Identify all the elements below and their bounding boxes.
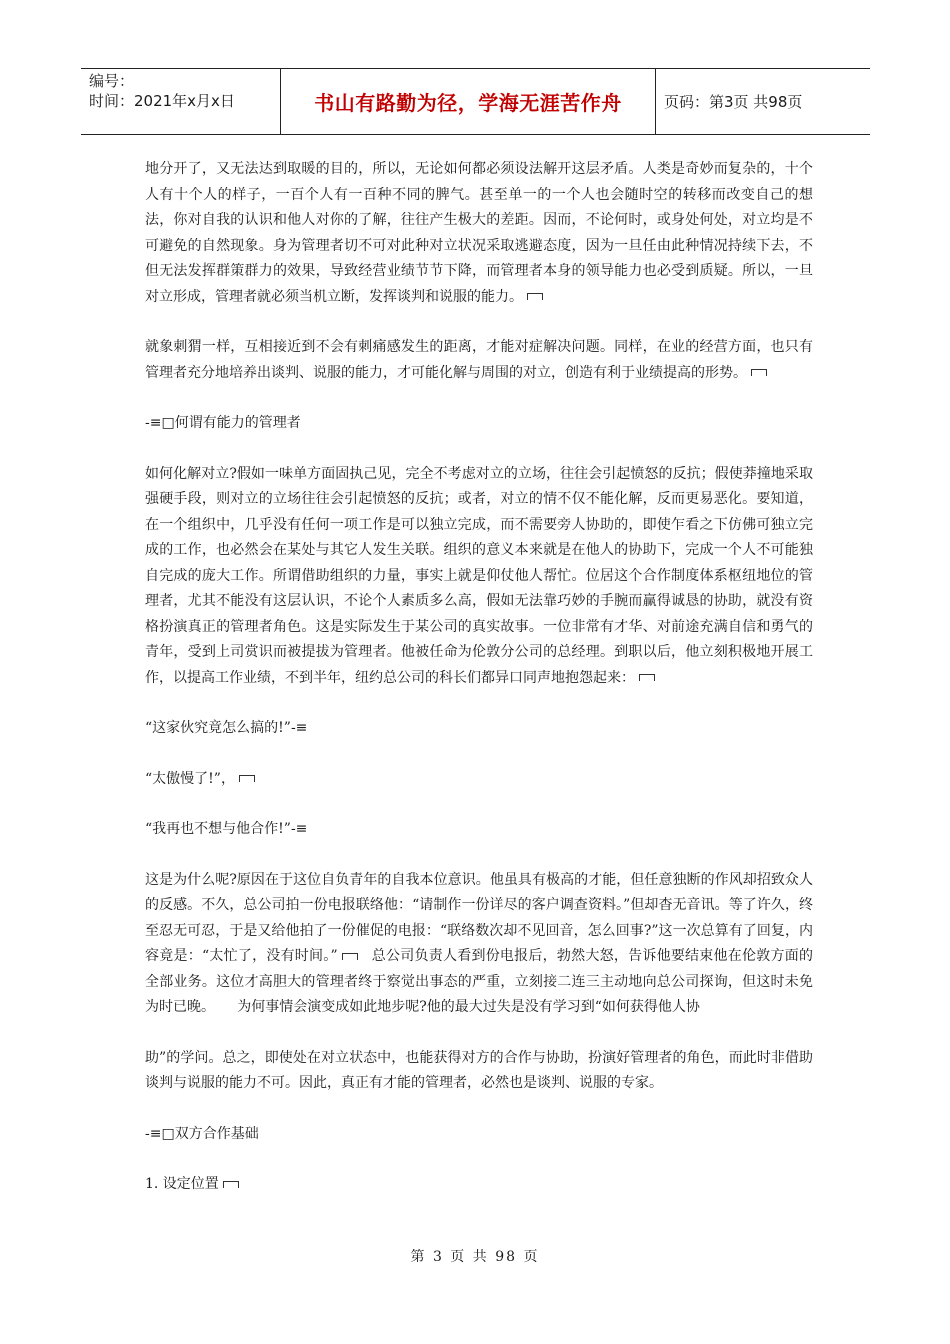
paragraph: 这是为什么呢?原因在于这位自负青年的自我本位意识。他虽具有极高的才能，但任意独断的作风却招致众人的反感。不久，总公司拍一份电报联络他：“请制作一份详尽的客户调查资料。”但却杳无音讯。等了许久，终至忍无可忍，于是又给他拍了一份催促的电报：“联络数次却不见回音，怎么回事?”这一次总算有了回复，内容竟是：“太忙了，没有时间。” 总公司负责人看到份电报后，勃然大怒，告诉他要结束他在伦敦方面的全部业务。这位才高胆大的管理者终于察觉出事态的严重，立刻接二连三主动地向总公司探询，但这时未免为时已晚。 为何事情会演变成如此地步呢?他的最大过失是没有学习到“如何获得他人协 [145, 871, 813, 1015]
paragraph-end-mark [527, 293, 543, 300]
number-label: 编号： [89, 72, 135, 90]
paragraph-end-mark [751, 369, 767, 376]
paragraph-end-mark [639, 674, 655, 681]
document-body [145, 157, 813, 1198]
page-footer: 第 3 页 共 98 页 [410, 1249, 540, 1265]
header-page-info: 页码：第3页 共98页 [664, 93, 803, 111]
paragraph: 地分开了，又无法达到取暖的目的，所以，无论如何都必须设法解开这层矛盾。人类是奇妙而复杂的，十个人有十个人的样子，一百个人有一百种不同的脾气。甚至单一的一个人也会随时空的转移而改变自己的想法，你对自我的认识和他人对你的了解，往往产生极大的差距。因而，不论何时，或身处何处，对立均是不可避免的自然现象。身为管理者切不可对此种对立状况采取逃避态度，因为一旦任由此种情况持续下去，不但无法发挥群策群力的效果，导致经营业绩节节下降，而管理者本身的领导能力也必受到质疑。所以，一旦对立形成，管理者就必须当机立断，发挥谈判和说服的能力。 [145, 161, 813, 305]
quote-line: “这家伙究竟怎么搞的!”-≡ [145, 720, 308, 736]
list-item: 1. 设定位置 [145, 1172, 813, 1198]
paragraph-end-mark [342, 953, 358, 960]
section-heading: -≡□何谓有能力的管理者 [145, 415, 301, 431]
header-info-cell [81, 69, 281, 134]
paragraph: 就象刺猬一样，互相接近到不会有刺痛感发生的距离，才能对症解决问题。同样，在业的经营方面，也只有管理者充分地培养出谈判、说服的能力，才可能化解与周围的对立，创造有利于业绩提高的形势。 [145, 339, 813, 381]
paragraph-end-mark [223, 1181, 239, 1188]
quote-line: “太傲慢了!”， [145, 767, 813, 793]
paragraph: 助”的学问。总之，即使处在对立状态中，也能获得对方的合作与协助，扮演好管理者的角色，而此时非借助谈判与说服的能力不可。因此，真正有才能的管理者，必然也是谈判、说服的专家。 [145, 1049, 813, 1091]
header-motto: 书山有路勤为径，学海无涯苦作舟 [281, 69, 656, 134]
time-label: 时间：2021年x月x日 [89, 92, 235, 110]
paragraph: 如何化解对立?假如一味单方面固执己见，完全不考虑对立的立场，往往会引起愤怒的反抗；假使莽撞地采取强硬手段，则对立的立场往往会引起愤怒的反抗；或者，对立的情不仅不能化解，反而更易恶化。要知道，在一个组织中，几乎没有任何一项工作是可以独立完成，而不需要旁人协助的，即使乍看之下仿佛可独立完成的工作，也必然会在某处与其它人发生关联。组织的意义本来就是在他人的协助下，完成一个人不可能独自完成的庞大工作。所谓借助组织的力量，事实上就是仰仗他人帮忙。位居这个合作制度体系枢纽地位的管理者，尤其不能没有这层认识，不论个人素质多么高，假如无法靠巧妙的手腕而赢得诚恳的协助，就没有资格扮演真正的管理者角色。这是实际发生于某公司的真实故事。一位非常有才华、对前途充满自信和勇气的青年，受到上司赏识而被提拔为管理者。他被任命为伦敦分公司的总经理。到职以后，他立刻积极地开展工作，以提高工作业绩，不到半年，纽约总公司的科长们都异口同声地抱怨起来： [145, 465, 813, 686]
paragraph-end-mark [239, 775, 255, 782]
section-heading: -≡□双方合作基础 [145, 1125, 259, 1142]
quote-line: “我再也不想与他合作!”-≡ [145, 821, 308, 837]
document-header [81, 68, 870, 135]
